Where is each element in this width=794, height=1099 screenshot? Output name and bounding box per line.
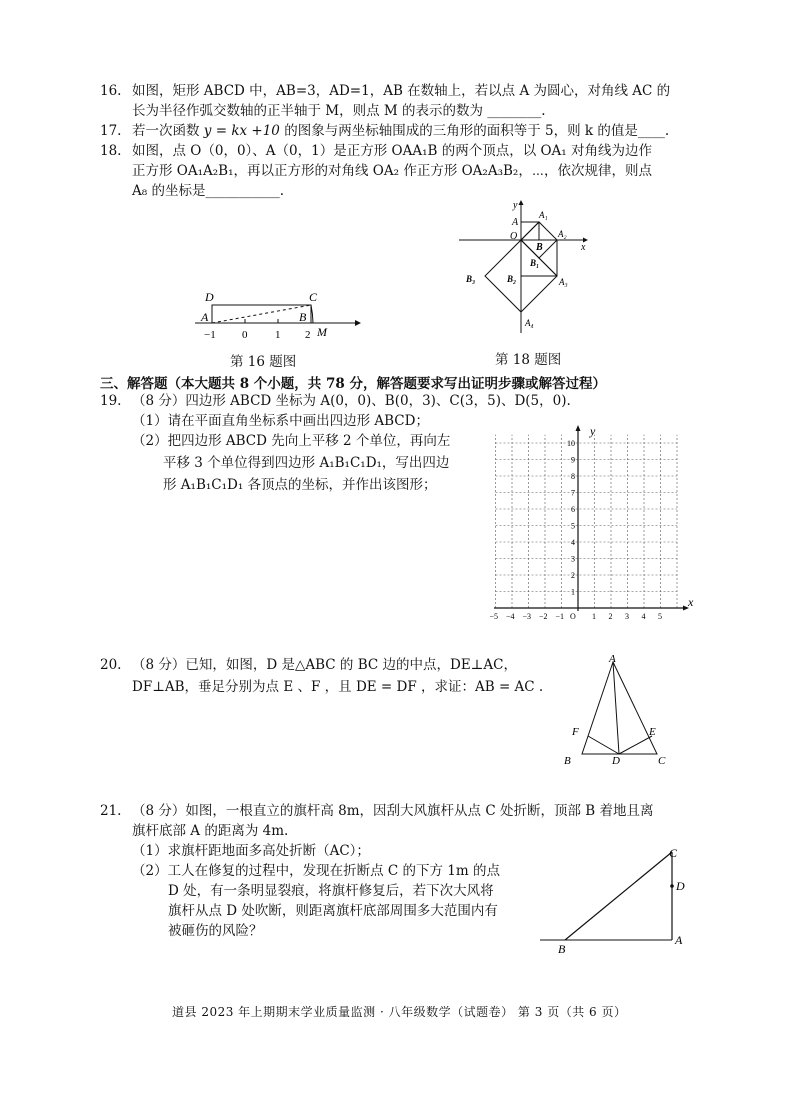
median-ad	[613, 662, 619, 754]
q19-part2-line3: 形 A₁B₁C₁D₁ 各顶点的坐标，并作出该图形；	[163, 477, 437, 493]
label-b1: B₁	[530, 258, 540, 268]
label-c: C	[309, 290, 318, 304]
q16-line1	[100, 82, 670, 100]
y-tick-label: 2	[571, 571, 575, 580]
q17-formula: y = kx +10	[203, 123, 280, 139]
q16-number: 16.	[100, 83, 122, 99]
section-3-heading: 三、解答题（本大题共 8 个小题，共 78 分，解答题要求写出证明步骤或解答过程）	[100, 376, 606, 392]
q16-text-1: 如图，矩形 ABCD 中，AB=3，AD=1，AB 在数轴上，若以点 A 为圆心，对角线 AC 的	[132, 83, 671, 99]
label-b: B	[558, 942, 566, 956]
q17-number: 17.	[100, 123, 122, 139]
q17-line	[100, 122, 669, 140]
label-d: D	[676, 879, 685, 893]
q21-number: 21.	[100, 803, 122, 819]
label-a: A	[675, 933, 683, 947]
q21-part1: （1）求旗杆距地面多高处折断（AC）；	[132, 843, 370, 859]
label-a: A	[201, 310, 209, 324]
q19-number: 19.	[100, 393, 122, 409]
figure-21-flagpole	[540, 842, 700, 957]
tick-label-0: 0	[242, 329, 248, 341]
label-a2: A₂	[558, 229, 567, 239]
label-b: B	[536, 242, 543, 253]
figure-16	[195, 285, 365, 345]
point-d	[670, 884, 674, 888]
y-tick-label: 8	[571, 472, 575, 481]
x-tick-label: 5	[658, 612, 662, 621]
q21-part2-line2: D 处，有一条明显裂痕，将旗杆修复后，若下次大风将	[168, 883, 494, 899]
label-a1: A₁	[539, 210, 548, 220]
y-axis-label: y	[590, 425, 596, 438]
q18-text-1: 如图，点 O（0，0）、A（0，1）是正方形 OAA₁B 的两个顶点，以 OA₁ 对角线为边作	[132, 143, 653, 159]
figure-20-triangle	[560, 652, 680, 772]
y-axis-arrow	[576, 425, 581, 431]
label-b3: B₃	[466, 274, 476, 284]
q17-post: 的图象与两坐标轴围成的三角形的面积等于 5，则 k 的值是____.	[279, 123, 670, 139]
q18-line3: A₈ 的坐标是___________.	[132, 183, 284, 199]
x-tick-label: 3	[625, 612, 629, 621]
figure-18-caption: 第 18 题图	[495, 352, 562, 368]
q21-text-1: （8 分）如图，一根直立的旗杆高 8m，因刮大风旗杆从点 C 处折断，顶部 B 着地且离	[132, 803, 654, 819]
perpendicular-de	[619, 736, 652, 754]
label-b: B	[564, 755, 571, 767]
q21-part2-line3: 旗杆从点 D 处吹断，则距离旗杆底部周围多大范围内有	[168, 903, 498, 919]
x-tick-label: −1	[555, 612, 565, 621]
label-c: C	[669, 846, 678, 860]
label-b: B	[299, 310, 307, 324]
label-d: D	[205, 290, 214, 304]
y-tick-label: 10	[567, 439, 575, 448]
q19-head: （8 分）四边形 ABCD 坐标为 A(0，0)、B(0，3)、C(3，5)、D(5，0).	[132, 393, 571, 409]
label-a3: A₃	[559, 277, 568, 287]
q17-pre: 若一次函数	[132, 123, 204, 139]
label-f: F	[572, 726, 579, 738]
q20-text-1: （8 分）已知，如图，D 是△ABC 的 BC 边的中点，DE⊥AC，	[132, 657, 517, 673]
y-tick-label: 4	[571, 538, 575, 547]
x-tick-label: −2	[539, 612, 548, 621]
x-tick-label: 1	[592, 612, 596, 621]
y-axis-arrow	[519, 200, 524, 205]
label-a: A	[609, 653, 616, 665]
q16-line2: 长为半径作弧交数轴的正半轴于 M，则点 M 的表示的数为 ________.	[132, 103, 546, 119]
triangle-abc	[582, 662, 657, 754]
label-a: A	[512, 217, 519, 228]
page-footer: 道县 2023 年上期期末学业质量监测 · 八年级数学（试题卷） 第 3 页（共 6 页）	[172, 1005, 627, 1019]
y-tick-label: 9	[571, 455, 575, 465]
number-line-arrow	[355, 320, 361, 326]
label-x: x	[581, 242, 586, 253]
broken-part-cb	[565, 852, 672, 940]
label-a4: A₄	[525, 318, 534, 328]
q19-head-line	[100, 392, 571, 410]
x-tick-label: 2	[608, 612, 613, 621]
label-e: E	[649, 726, 656, 738]
q18-line1	[100, 142, 652, 160]
x-tick-label: −3	[522, 612, 532, 621]
y-tick-label: 3	[571, 554, 575, 564]
label-b2: B₂	[507, 274, 517, 284]
y-tick-label: 1	[571, 587, 575, 597]
label-m: M	[317, 325, 327, 339]
q19-part1: （1）请在平面直角坐标系中画出四边形 ABCD；	[132, 413, 429, 429]
y-tick-label: 7	[571, 488, 575, 498]
q21-line2: 旗杆底部 A 的距离为 4m.	[132, 823, 289, 839]
q19-part2-line2: 平移 3 个单位得到四边形 A₁B₁C₁D₁，写出四边	[163, 455, 450, 471]
diagonal-ac	[212, 305, 311, 323]
tick-label-2: 2	[305, 329, 311, 341]
x-axis-label: x	[688, 595, 694, 609]
label-o: O	[510, 231, 518, 242]
x-tick-label: 4	[641, 612, 646, 621]
diagonal-oa1	[521, 222, 539, 240]
x-tick-label: −5	[489, 612, 499, 621]
q20-line2: DF⊥AB，垂足分别为点 E 、F ，且 DE = DF ，求证：AB = AC .	[132, 679, 544, 695]
q21-part2-line1: （2）工人在修复的过程中，发现在折断点 C 的下方 1m 的点	[132, 863, 500, 879]
figure-18	[455, 198, 590, 338]
tick-label-1: 1	[275, 329, 281, 341]
q21-line1	[100, 802, 653, 820]
y-tick-labels	[567, 439, 575, 597]
origin-label: O	[570, 612, 576, 621]
q21-part2-line4: 被砸伤的风险？	[168, 923, 263, 939]
label-y: y	[513, 200, 518, 211]
q18-number: 18.	[100, 143, 122, 159]
x-tick-label: −4	[506, 612, 515, 621]
label-d: D	[612, 755, 620, 767]
q18-line2: 正方形 OA₁A₂B₁，再以正方形的对角线 OA₂ 作正方形 OA₂A₃B₂，⋯，依次规律，则点	[132, 163, 652, 179]
q20-number: 20.	[100, 657, 122, 673]
tick-label-neg1: −1	[204, 329, 216, 341]
perpendicular-df	[588, 736, 619, 754]
grid-lines	[496, 435, 678, 608]
q19-part2-line1: （2）把四边形 ABCD 先向上平移 2 个单位，再向左	[132, 433, 451, 449]
figure-16-caption: 第 16 题图	[230, 354, 297, 370]
y-tick-label: 5	[571, 521, 575, 531]
y-tick-label: 6	[571, 505, 575, 514]
q20-line1	[100, 656, 517, 674]
q19-coordinate-grid	[488, 425, 698, 625]
label-c: C	[658, 755, 666, 767]
